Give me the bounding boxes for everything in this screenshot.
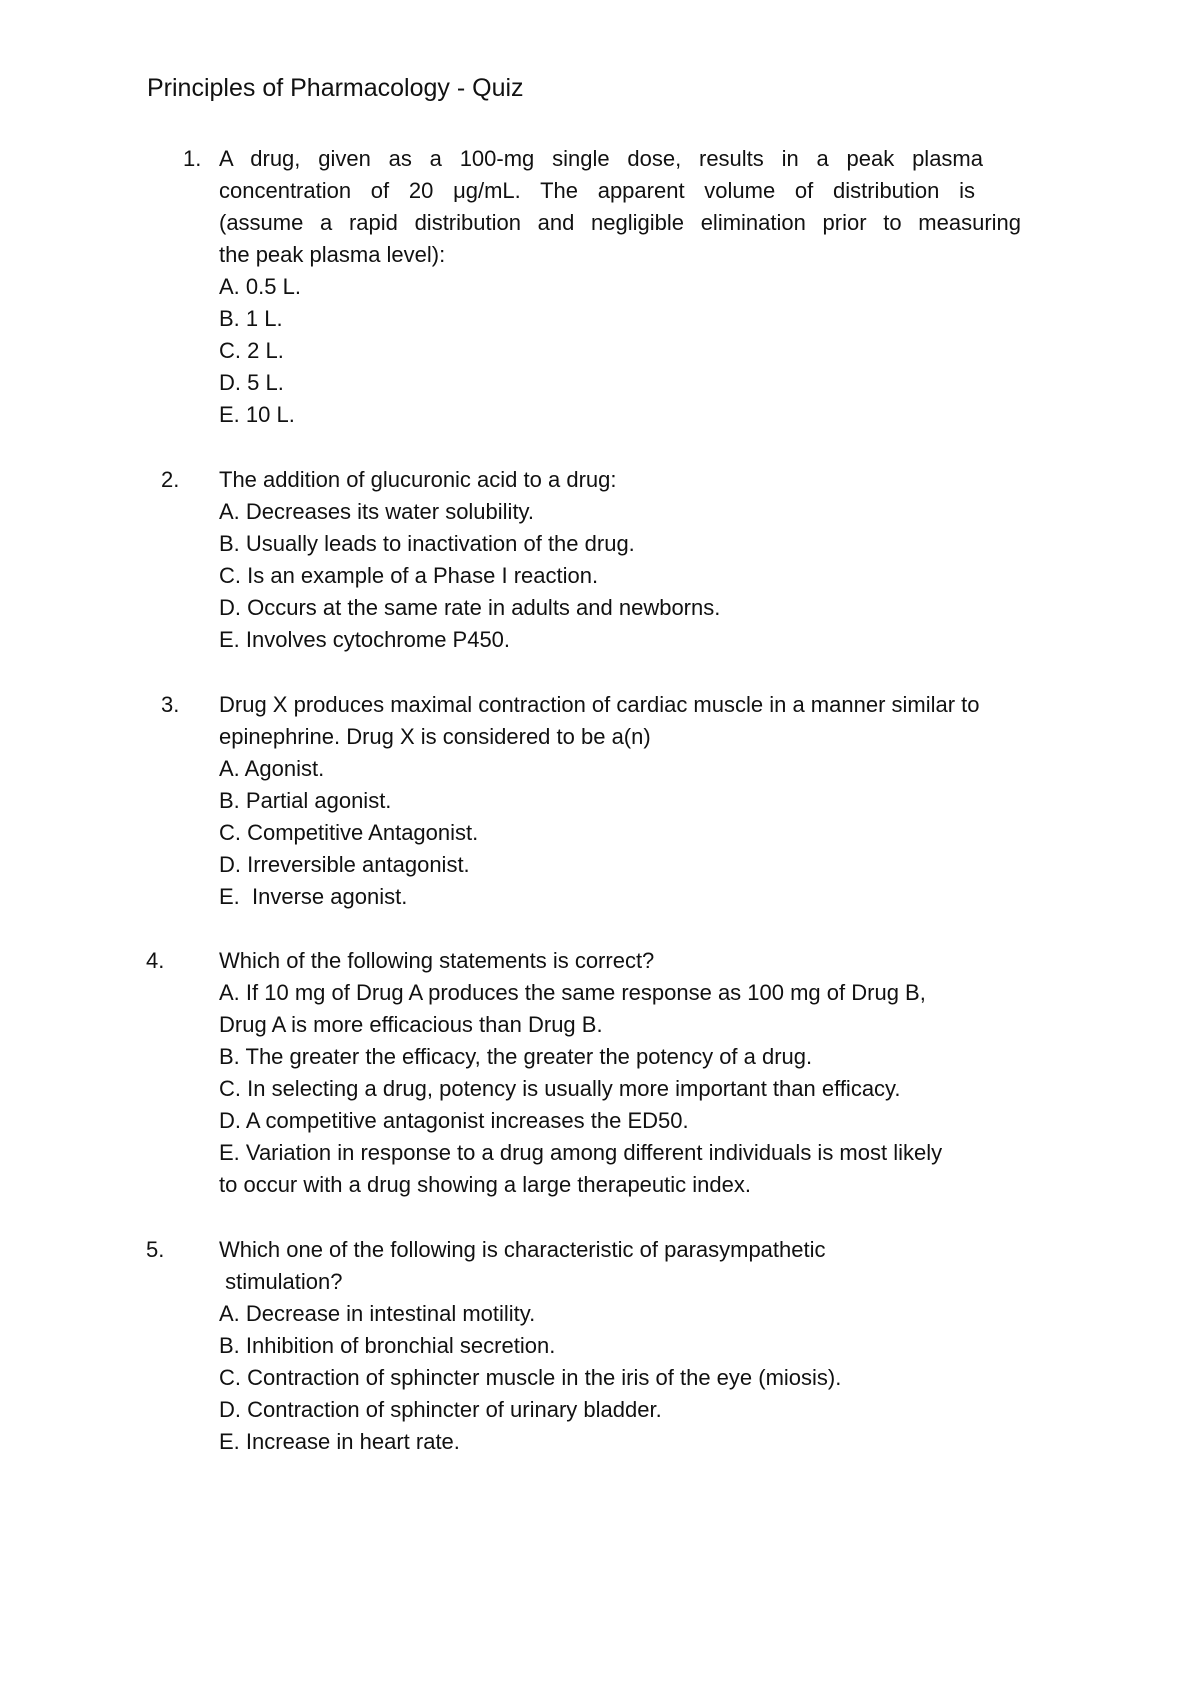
question-stem-line: the peak plasma level): [219, 242, 446, 267]
question-number: 2. [161, 467, 180, 492]
answer-option: A. Decrease in intestinal motility. [219, 1301, 536, 1326]
question-number: 5. [146, 1237, 165, 1262]
question-body [219, 143, 1059, 431]
question-stem-line: Drug X produces maximal contraction of cardiac muscle in a manner similar to [219, 692, 980, 717]
answer-option: D. Contraction of sphincter of urinary bladder. [219, 1397, 662, 1422]
question-body [219, 464, 1059, 656]
page-title: Principles of Pharmacology - Quiz [147, 74, 524, 102]
question-stem-line: concentration of 20 μg/mL. The apparent volume of distribution is [219, 178, 975, 203]
answer-option: E. Inverse agonist. [219, 884, 408, 909]
answer-option-continuation: Drug A is more efficacious than Drug B. [219, 1012, 603, 1037]
question-number: 4. [146, 948, 165, 973]
answer-option: C. Is an example of a Phase I reaction. [219, 563, 599, 588]
answer-option: D. A competitive antagonist increases the ED50. [219, 1108, 689, 1133]
answer-option: D. Occurs at the same rate in adults and newborns. [219, 595, 721, 620]
question-stem-line: epinephrine. Drug X is considered to be a(n) [219, 724, 651, 749]
answer-option: B. Inhibition of bronchial secretion. [219, 1333, 556, 1358]
question-stem-line: The addition of glucuronic acid to a drug: [219, 467, 617, 492]
answer-option: C. In selecting a drug, potency is usually more important than efficacy. [219, 1076, 901, 1101]
answer-option-continuation: to occur with a drug showing a large therapeutic index. [219, 1172, 751, 1197]
answer-option: E. Involves cytochrome P450. [219, 627, 511, 652]
answer-option: E. Increase in heart rate. [219, 1429, 460, 1454]
answer-option: B. Usually leads to inactivation of the drug. [219, 531, 635, 556]
answer-option: A. Agonist. [219, 756, 325, 781]
question-stem-line: Which one of the following is characteristic of parasympathetic [219, 1237, 826, 1262]
question-number: 1. [183, 146, 202, 171]
answer-option: B. The greater the efficacy, the greater the potency of a drug. [219, 1044, 813, 1069]
question-body [219, 1234, 1059, 1458]
answer-option: C. 2 L. [219, 338, 284, 363]
answer-option: B. Partial agonist. [219, 788, 392, 813]
answer-option: E. Variation in response to a drug among different individuals is most likely [219, 1140, 943, 1165]
answer-option: A. Decreases its water solubility. [219, 499, 535, 524]
answer-option: C. Contraction of sphincter muscle in the iris of the eye (miosis). [219, 1365, 842, 1390]
question-stem-line: Which of the following statements is correct? [219, 948, 655, 973]
question-stem-line: (assume a rapid distribution and negligible elimination prior to measuring [219, 210, 1021, 235]
question-body [219, 689, 1059, 913]
answer-option: B. 1 L. [219, 306, 283, 331]
question-number: 3. [161, 692, 180, 717]
answer-option: D. Irreversible antagonist. [219, 852, 470, 877]
answer-option: A. 0.5 L. [219, 274, 301, 299]
answer-option: D. 5 L. [219, 370, 284, 395]
question-body [219, 945, 1059, 1201]
answer-option: A. If 10 mg of Drug A produces the same response as 100 mg of Drug B, [219, 980, 926, 1005]
question-stem-line: stimulation? [219, 1269, 343, 1294]
answer-option: C. Competitive Antagonist. [219, 820, 479, 845]
question-stem-line: A drug, given as a 100-mg single dose, results in a peak plasma [219, 146, 983, 171]
answer-option: E. 10 L. [219, 402, 295, 427]
